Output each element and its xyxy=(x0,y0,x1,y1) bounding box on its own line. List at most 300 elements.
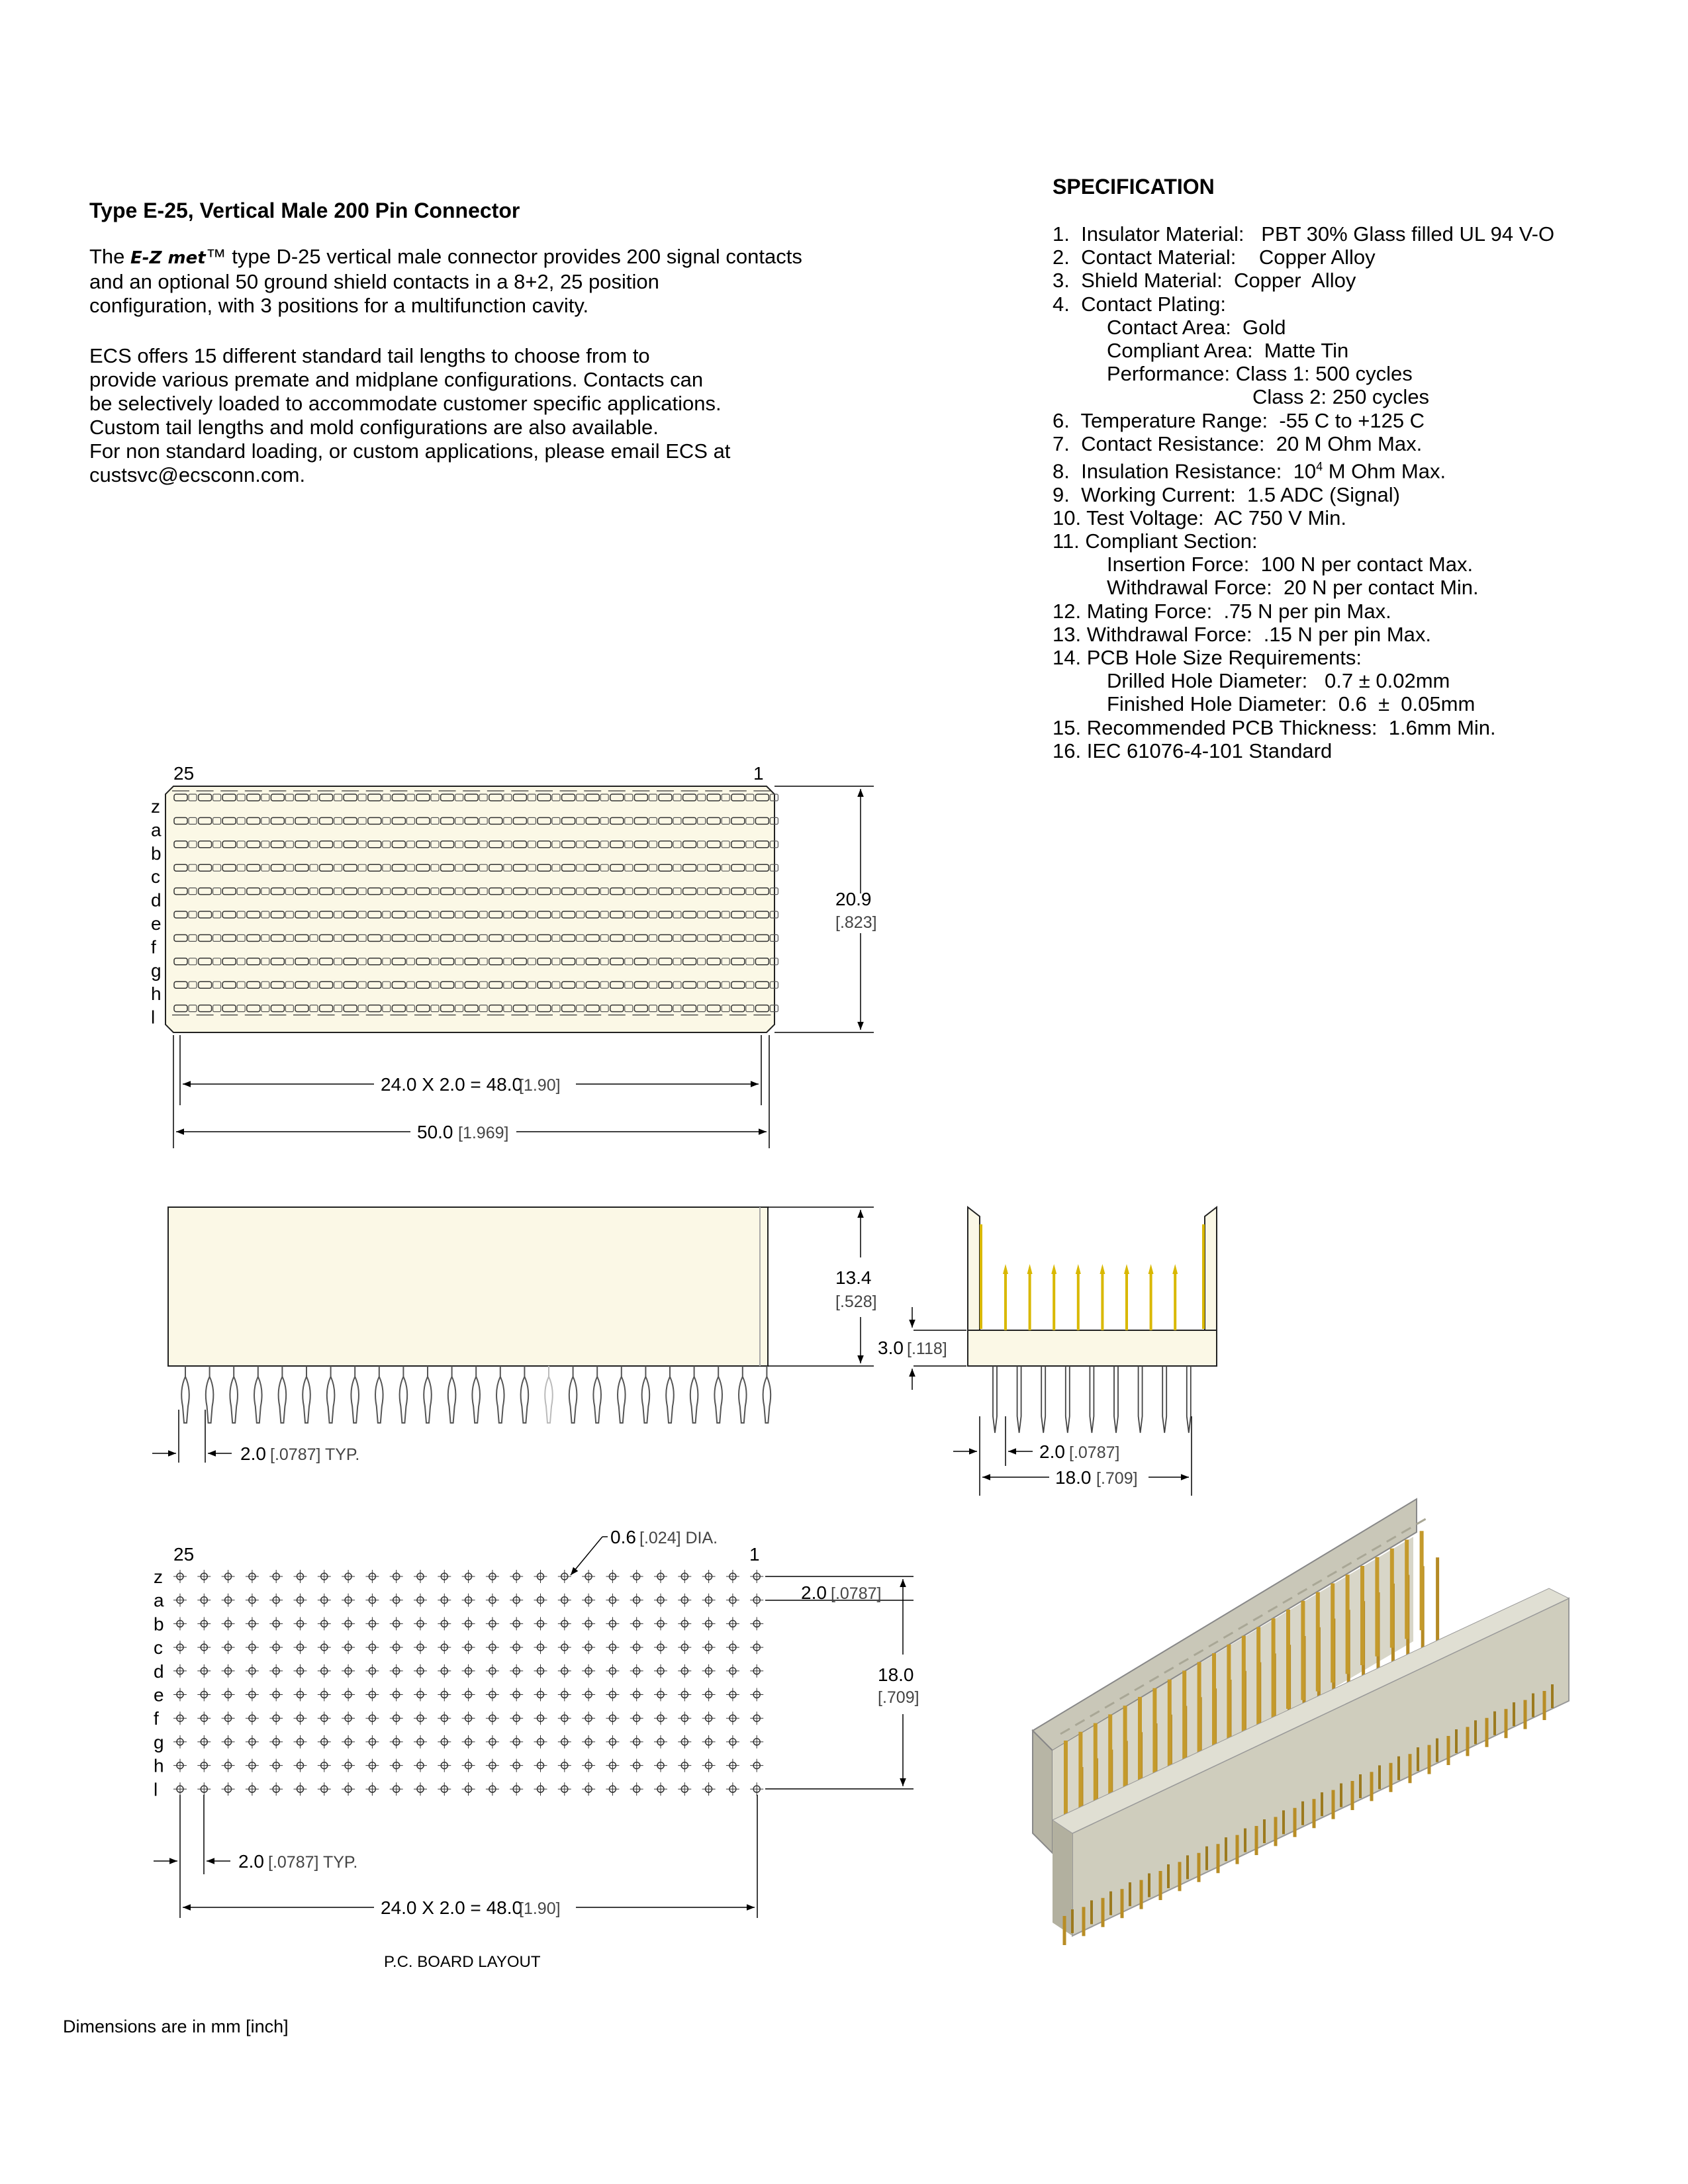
pcb-hole-crosshair xyxy=(654,1617,667,1630)
offer-line: ECS offers 15 different standard tail lengths to choose from to xyxy=(89,344,650,367)
pcb-row-label: f xyxy=(154,1708,159,1729)
pcb-hole-crosshair xyxy=(365,1735,379,1749)
pcb-hole-crosshair xyxy=(269,1570,283,1583)
mating-pin-tip xyxy=(1076,1264,1081,1274)
row-label: a xyxy=(151,819,162,841)
pcb-hole-crosshair xyxy=(462,1735,475,1749)
contact-tail xyxy=(666,1366,674,1423)
contact-tail xyxy=(593,1366,601,1423)
side-pitch-dim-inch: [.0787] xyxy=(1069,1443,1120,1462)
spec-subitem: Performance: Class 1: 500 cycles xyxy=(1107,362,1413,386)
pcb-hole-crosshair xyxy=(510,1759,523,1772)
pcb-hole-crosshair xyxy=(702,1641,716,1654)
pcb-hole-crosshair xyxy=(534,1570,547,1583)
pcb-hole-crosshair xyxy=(702,1688,716,1702)
pcb-hole-crosshair xyxy=(197,1641,211,1654)
pcb-hole-crosshair xyxy=(294,1570,307,1583)
offer-line: Custom tail lengths and mold configurations are also available. xyxy=(89,416,659,439)
pcb-hole-crosshair xyxy=(294,1641,307,1654)
pcb-hole-crosshair xyxy=(294,1759,307,1772)
pcb-hole-crosshair xyxy=(197,1594,211,1607)
pcb-hole-crosshair xyxy=(197,1664,211,1678)
pcb-hole-crosshair xyxy=(414,1735,427,1749)
spec-item: 13. Withdrawal Force: .15 N per pin Max. xyxy=(1053,622,1432,646)
position-25-label: 25 xyxy=(173,763,195,784)
pcb-hole-crosshair xyxy=(173,1617,187,1630)
pcb-hole-crosshair xyxy=(294,1688,307,1702)
pcb-hole-crosshair xyxy=(558,1735,571,1749)
spec-title: SPECIFICATION xyxy=(1053,175,1215,199)
pcb-hole-crosshair xyxy=(390,1641,403,1654)
pcb-hole-crosshair xyxy=(462,1617,475,1630)
pcb-hole-crosshair xyxy=(750,1570,763,1583)
pcb-hole-crosshair xyxy=(246,1617,259,1630)
pcb-hole-crosshair xyxy=(510,1782,523,1796)
spec-item: 16. IEC 61076-4-101 Standard xyxy=(1053,739,1333,762)
contact-tail xyxy=(448,1366,456,1423)
pcb-hole-crosshair xyxy=(462,1570,475,1583)
pcb-hole-crosshair xyxy=(750,1594,763,1607)
pcb-hole-crosshair xyxy=(269,1759,283,1772)
row-label: f xyxy=(151,936,156,958)
pcb-hole-crosshair xyxy=(534,1594,547,1607)
pcb-hole-crosshair xyxy=(318,1641,331,1654)
pcb-hole-crosshair xyxy=(558,1759,571,1772)
pcb-hole-crosshair xyxy=(558,1688,571,1702)
pcb-hole-crosshair xyxy=(486,1641,499,1654)
pcb-hole-crosshair xyxy=(342,1594,355,1607)
pcb-hole-crosshair xyxy=(750,1782,763,1796)
pcb-hole-crosshair xyxy=(582,1594,595,1607)
pcb-hole-crosshair xyxy=(606,1641,619,1654)
pcb-hole-crosshair xyxy=(630,1617,643,1630)
pcb-height-dim-inch: [.709] xyxy=(878,1688,919,1707)
pcb-hole-crosshair xyxy=(654,1594,667,1607)
pcb-hole-crosshair xyxy=(294,1617,307,1630)
pcb-hole-crosshair xyxy=(246,1759,259,1772)
row-label: z xyxy=(151,796,160,817)
pcb-hole-crosshair xyxy=(726,1759,739,1772)
pcb-hole-crosshair xyxy=(438,1711,451,1725)
pcb-hole-crosshair xyxy=(342,1782,355,1796)
pcb-hole-crosshair xyxy=(342,1641,355,1654)
pcb-hole-crosshair xyxy=(606,1664,619,1678)
spec-subitem: Insertion Force: 100 N per contact Max. xyxy=(1107,553,1474,576)
pcb-hole-crosshair xyxy=(582,1617,595,1630)
pcb-hole-crosshair xyxy=(365,1664,379,1678)
spec-item: 9. Working Current: 1.5 ADC (Signal) xyxy=(1053,482,1400,506)
spec-item: 6. Temperature Range: -55 C to +125 C xyxy=(1053,408,1425,432)
spec-item: 4. Contact Plating: xyxy=(1053,292,1226,316)
pcb-hole-crosshair xyxy=(222,1782,235,1796)
contact-tail xyxy=(545,1366,553,1423)
length-dim: 50.0 xyxy=(417,1122,453,1142)
pcb-hole-crosshair xyxy=(606,1570,619,1583)
pcb-hole-crosshair xyxy=(534,1711,547,1725)
pcb-hole-crosshair xyxy=(197,1759,211,1772)
pcb-hole-crosshair xyxy=(750,1735,763,1749)
pcb-position-1-label: 1 xyxy=(749,1544,760,1565)
pcb-hole-crosshair xyxy=(318,1570,331,1583)
pcb-hole-crosshair xyxy=(534,1688,547,1702)
spec-item: 2. Contact Material: Copper Alloy xyxy=(1053,246,1376,269)
pcb-hole-crosshair xyxy=(630,1570,643,1583)
spec-subitem: Finished Hole Diameter: 0.6 ± 0.05mm xyxy=(1107,692,1476,716)
mating-pin-tip xyxy=(1124,1264,1129,1274)
pcb-hole-crosshair xyxy=(390,1617,403,1630)
side-width-dim: 18.0 xyxy=(1055,1467,1092,1488)
pcb-typ-pitch-dim: 2.0 xyxy=(238,1851,264,1872)
pcb-layout-label: P.C. BOARD LAYOUT xyxy=(384,1953,541,1971)
spec-item: 11. Compliant Section: xyxy=(1053,529,1258,553)
pcb-hole-crosshair xyxy=(534,1617,547,1630)
pcb-hole-crosshair xyxy=(462,1782,475,1796)
standoff-dim-inch: [.118] xyxy=(907,1340,947,1358)
pcb-hole-crosshair xyxy=(414,1711,427,1725)
pcb-hole-crosshair xyxy=(365,1570,379,1583)
height-dim: 20.9 xyxy=(835,889,872,909)
row-label: d xyxy=(151,889,162,911)
pcb-hole-crosshair xyxy=(654,1782,667,1796)
pcb-hole-crosshair xyxy=(630,1664,643,1678)
page-title: Type E-25, Vertical Male 200 Pin Connector xyxy=(89,199,520,222)
contact-tail xyxy=(739,1366,747,1423)
contact-tail xyxy=(279,1366,287,1423)
pcb-row-label: c xyxy=(154,1637,163,1659)
pcb-hole-crosshair xyxy=(678,1641,691,1654)
contact-tails xyxy=(181,1366,771,1423)
contact-tail xyxy=(690,1366,698,1423)
mating-pin-tip xyxy=(1003,1264,1008,1274)
contact-tail xyxy=(351,1366,359,1423)
pcb-hole-crosshair xyxy=(438,1641,451,1654)
mating-pin-tip xyxy=(1100,1264,1105,1274)
pcb-hole-crosshair xyxy=(726,1617,739,1630)
pcb-hole-crosshair xyxy=(294,1782,307,1796)
pcb-hole-crosshair xyxy=(558,1711,571,1725)
pcb-hole-crosshair xyxy=(414,1594,427,1607)
pcb-hole-crosshair xyxy=(318,1664,331,1678)
spec-text: 8. Insulation Resistance: 10 xyxy=(1053,459,1317,483)
pcb-hole-crosshair xyxy=(173,1711,187,1725)
pcb-hole-crosshair xyxy=(654,1688,667,1702)
pcb-hole-crosshair xyxy=(246,1735,259,1749)
pcb-hole-crosshair xyxy=(462,1664,475,1678)
height-dim-inch: [.823] xyxy=(835,913,877,932)
pcb-hole-crosshair xyxy=(173,1570,187,1583)
pcb-hole-crosshair xyxy=(173,1594,187,1607)
pcb-hole-crosshair xyxy=(702,1617,716,1630)
pcb-hole-crosshair xyxy=(702,1570,716,1583)
contact-tail xyxy=(496,1366,504,1423)
pcb-hole-crosshair xyxy=(438,1617,451,1630)
pcb-hole-crosshair xyxy=(558,1594,571,1607)
pcb-hole-crosshair xyxy=(582,1688,595,1702)
pcb-hole-crosshair xyxy=(318,1688,331,1702)
contact-tail xyxy=(714,1366,722,1423)
pcb-hole-crosshair xyxy=(414,1782,427,1796)
contact-tail xyxy=(763,1366,771,1423)
spec-item: 1. Insulator Material: PBT 30% Glass filled UL 94 V-O xyxy=(1053,222,1555,246)
pcb-hole-crosshair xyxy=(510,1664,523,1678)
pcb-hole-crosshair xyxy=(702,1594,716,1607)
pcb-hole-crosshair xyxy=(197,1782,211,1796)
body-height-dim-inch: [.528] xyxy=(835,1293,877,1311)
side-tail xyxy=(1139,1366,1143,1433)
pcb-hole-crosshair xyxy=(486,1711,499,1725)
pcb-hole-crosshair xyxy=(438,1688,451,1702)
pcb-hole-crosshair xyxy=(534,1641,547,1654)
row-label: b xyxy=(151,842,162,864)
pcb-hole-crosshair xyxy=(534,1735,547,1749)
pcb-hole-crosshair xyxy=(173,1688,187,1702)
pcb-hole-crosshair xyxy=(197,1711,211,1725)
pcb-hole-crosshair xyxy=(365,1688,379,1702)
spec-subitem: Withdrawal Force: 20 N per contact Min. xyxy=(1107,576,1479,600)
intro-line: configuration, with 3 positions for a multifunction cavity. xyxy=(89,294,589,317)
pcb-hole-crosshair xyxy=(582,1711,595,1725)
pcb-hole-crosshair xyxy=(726,1711,739,1725)
pcb-hole-crosshair xyxy=(654,1641,667,1654)
pcb-span-dim: 24.0 X 2.0 = 48.0 xyxy=(381,1897,523,1918)
pcb-hole-crosshair xyxy=(462,1711,475,1725)
pcb-hole-crosshair xyxy=(222,1617,235,1630)
offer-line: provide various premate and midplane configurations. Contacts can xyxy=(89,368,704,391)
pcb-hole-crosshair xyxy=(702,1735,716,1749)
pcb-hole-crosshair xyxy=(726,1641,739,1654)
pcb-hole-crosshair xyxy=(510,1641,523,1654)
pcb-row-label: g xyxy=(154,1731,164,1752)
pcb-hole-crosshair xyxy=(558,1617,571,1630)
pcb-hole-crosshair xyxy=(750,1711,763,1725)
contact-tail xyxy=(424,1366,432,1423)
pcb-hole-crosshair xyxy=(534,1782,547,1796)
pcb-hole-crosshair xyxy=(365,1594,379,1607)
pcb-row-label: z xyxy=(154,1567,163,1587)
pcb-hole-crosshair xyxy=(438,1594,451,1607)
email-link[interactable]: custsvc@ecsconn.com. xyxy=(89,463,306,486)
pcb-hole-crosshair xyxy=(606,1782,619,1796)
spec-subitem: Contact Area: Gold xyxy=(1107,315,1286,339)
row-label: l xyxy=(151,1007,156,1028)
pcb-pitch-dim-inch: [.0787] xyxy=(831,1584,882,1603)
pcb-hole-crosshair xyxy=(318,1782,331,1796)
pcb-hole-crosshair xyxy=(750,1688,763,1702)
pcb-row-label: b xyxy=(154,1614,164,1635)
pcb-hole-crosshair xyxy=(606,1688,619,1702)
pcb-row-labels xyxy=(154,1567,164,1799)
spec-text: M Ohm Max. xyxy=(1323,459,1446,483)
top-view xyxy=(151,763,877,1148)
pcb-hole-crosshair xyxy=(342,1617,355,1630)
pcb-layout xyxy=(154,1527,919,1971)
pcb-hole-crosshair xyxy=(414,1570,427,1583)
length-dim-inch: [1.969] xyxy=(458,1124,509,1142)
pcb-hole-crosshair xyxy=(365,1759,379,1772)
pcb-hole-crosshair xyxy=(678,1594,691,1607)
pcb-hole-crosshair xyxy=(750,1641,763,1654)
pcb-hole-crosshair xyxy=(654,1759,667,1772)
pcb-hole-crosshair xyxy=(173,1759,187,1772)
spec-superscript: 4 xyxy=(1316,460,1323,474)
contact-tail xyxy=(618,1366,626,1423)
row-label: g xyxy=(151,960,162,981)
pcb-pitch-dim: 2.0 xyxy=(801,1582,827,1603)
side-tail xyxy=(1114,1366,1118,1433)
pcb-hole-crosshair xyxy=(173,1782,187,1796)
pcb-hole-crosshair xyxy=(726,1570,739,1583)
side-tail xyxy=(993,1366,997,1433)
pcb-hole-crosshair xyxy=(342,1688,355,1702)
pcb-hole-crosshair xyxy=(318,1711,331,1725)
mating-pin-tip xyxy=(1051,1264,1056,1274)
pcb-hole-crosshair xyxy=(630,1594,643,1607)
pcb-hole-crosshair xyxy=(558,1664,571,1678)
pcb-hole-crosshair xyxy=(510,1617,523,1630)
side-tail xyxy=(1162,1366,1166,1433)
pcb-hole-crosshair xyxy=(702,1759,716,1772)
pcb-row-label: d xyxy=(154,1661,164,1682)
pcb-hole-crosshair xyxy=(222,1664,235,1678)
pcb-hole-crosshair xyxy=(438,1782,451,1796)
pcb-hole-crosshair xyxy=(654,1664,667,1678)
pcb-hole-crosshair xyxy=(462,1594,475,1607)
pcb-hole-crosshair xyxy=(582,1570,595,1583)
footer-note: Dimensions are in mm [inch] xyxy=(63,2017,289,2036)
pcb-hole-crosshair xyxy=(654,1570,667,1583)
pcb-hole-crosshair xyxy=(678,1759,691,1772)
pcb-hole-crosshair xyxy=(390,1711,403,1725)
mating-pin-tip xyxy=(1172,1264,1178,1274)
trademark: ™ xyxy=(205,245,226,268)
pcb-hole-crosshair xyxy=(678,1782,691,1796)
side-tail xyxy=(1090,1366,1094,1433)
pcb-hole-crosshair xyxy=(269,1641,283,1654)
pcb-hole-crosshair xyxy=(582,1664,595,1678)
pcb-hole-crosshair xyxy=(342,1570,355,1583)
pcb-hole-crosshair xyxy=(414,1617,427,1630)
pcb-hole-crosshair xyxy=(678,1570,691,1583)
pitch-span-dim: 24.0 X 2.0 = 48.0 xyxy=(381,1074,523,1095)
pcb-hole-crosshair xyxy=(222,1735,235,1749)
pcb-hole-crosshair xyxy=(414,1641,427,1654)
spec-subitem: Drilled Hole Diameter: 0.7 ± 0.02mm xyxy=(1107,669,1450,693)
pcb-hole-crosshair xyxy=(197,1570,211,1583)
pcb-hole-crosshair xyxy=(510,1570,523,1583)
contact-tail xyxy=(375,1366,383,1423)
contact-tail xyxy=(569,1366,577,1423)
pcb-hole-crosshair xyxy=(582,1735,595,1749)
hole-dim: 0.6 xyxy=(610,1527,636,1547)
pcb-hole-crosshair xyxy=(318,1735,331,1749)
pcb-hole-crosshair xyxy=(390,1570,403,1583)
contact-tail xyxy=(254,1366,262,1423)
pcb-hole-crosshair xyxy=(462,1641,475,1654)
pcb-hole-crosshair xyxy=(702,1782,716,1796)
pcb-typ-pitch-dim-inch: [.0787] TYP. xyxy=(268,1853,358,1872)
pcb-position-25-label: 25 xyxy=(173,1544,195,1565)
pcb-hole-crosshair xyxy=(246,1570,259,1583)
pcb-hole-crosshair xyxy=(342,1759,355,1772)
pcb-hole-crosshair xyxy=(222,1570,235,1583)
pcb-hole-crosshair xyxy=(606,1617,619,1630)
pcb-row-label: e xyxy=(154,1684,164,1706)
pcb-hole-crosshair xyxy=(678,1735,691,1749)
pcb-hole-crosshair xyxy=(630,1782,643,1796)
pcb-hole-crosshair xyxy=(438,1735,451,1749)
pcb-hole-grid xyxy=(173,1570,763,1796)
spec-subitem: Compliant Area: Matte Tin xyxy=(1107,339,1349,363)
standoff-dim: 3.0 xyxy=(878,1338,904,1358)
pcb-hole-crosshair xyxy=(294,1594,307,1607)
pcb-hole-crosshair xyxy=(294,1735,307,1749)
position-1-label: 1 xyxy=(753,763,764,784)
pcb-hole-crosshair xyxy=(486,1664,499,1678)
contact-tail xyxy=(400,1366,408,1423)
pcb-hole-crosshair xyxy=(486,1617,499,1630)
render-rib xyxy=(1417,1519,1426,1524)
pcb-row-label: a xyxy=(154,1590,164,1611)
offer-line: be selectively loaded to accommodate customer specific applications. xyxy=(89,392,722,415)
pcb-hole-crosshair xyxy=(726,1594,739,1607)
pcb-hole-crosshair xyxy=(510,1594,523,1607)
pcb-hole-crosshair xyxy=(222,1711,235,1725)
pcb-hole-crosshair xyxy=(197,1617,211,1630)
pcb-hole-crosshair xyxy=(173,1641,187,1654)
pcb-hole-crosshair xyxy=(365,1711,379,1725)
pitch-span-dim-inch: [1.90] xyxy=(519,1076,561,1095)
pcb-hole-crosshair xyxy=(390,1594,403,1607)
pcb-hole-crosshair xyxy=(390,1782,403,1796)
pcb-hole-crosshair xyxy=(486,1688,499,1702)
pcb-hole-crosshair xyxy=(702,1664,716,1678)
pcb-hole-crosshair xyxy=(582,1641,595,1654)
side-width-dim-inch: [.709] xyxy=(1096,1469,1138,1488)
intro-line: and an optional 50 ground shield contacts in a 8+2, 25 position xyxy=(89,270,659,293)
pcb-hole-crosshair xyxy=(318,1594,331,1607)
contact-tail xyxy=(181,1366,189,1423)
pcb-hole-crosshair xyxy=(269,1617,283,1630)
pcb-hole-crosshair xyxy=(246,1688,259,1702)
pitch-dim: 2.0 xyxy=(240,1443,266,1464)
pcb-hole-crosshair xyxy=(269,1594,283,1607)
pcb-hole-crosshair xyxy=(750,1617,763,1630)
spec-item: 7. Contact Resistance: 20 M Ohm Max. xyxy=(1053,432,1423,455)
pcb-hole-crosshair xyxy=(438,1759,451,1772)
pcb-hole-crosshair xyxy=(750,1664,763,1678)
pcb-hole-crosshair xyxy=(534,1759,547,1772)
side-pitch-dim: 2.0 xyxy=(1039,1441,1065,1462)
pcb-hole-crosshair xyxy=(222,1594,235,1607)
row-labels xyxy=(151,796,162,1028)
mating-pin-tip xyxy=(1027,1264,1033,1274)
pitch-dim-inch: [.0787] TYP. xyxy=(270,1445,360,1464)
mating-pin-tip xyxy=(1149,1264,1154,1274)
pcb-hole-crosshair xyxy=(678,1711,691,1725)
pcb-hole-crosshair xyxy=(197,1735,211,1749)
contact-tail xyxy=(303,1366,310,1423)
pcb-hole-crosshair xyxy=(342,1711,355,1725)
pcb-hole-crosshair xyxy=(246,1641,259,1654)
pcb-hole-crosshair xyxy=(414,1688,427,1702)
contact-tail xyxy=(472,1366,480,1423)
pcb-hole-crosshair xyxy=(390,1664,403,1678)
pcb-hole-crosshair xyxy=(222,1688,235,1702)
pcb-hole-crosshair xyxy=(246,1594,259,1607)
pcb-hole-crosshair xyxy=(726,1664,739,1678)
pcb-hole-crosshair xyxy=(269,1782,283,1796)
pcb-hole-crosshair xyxy=(486,1782,499,1796)
